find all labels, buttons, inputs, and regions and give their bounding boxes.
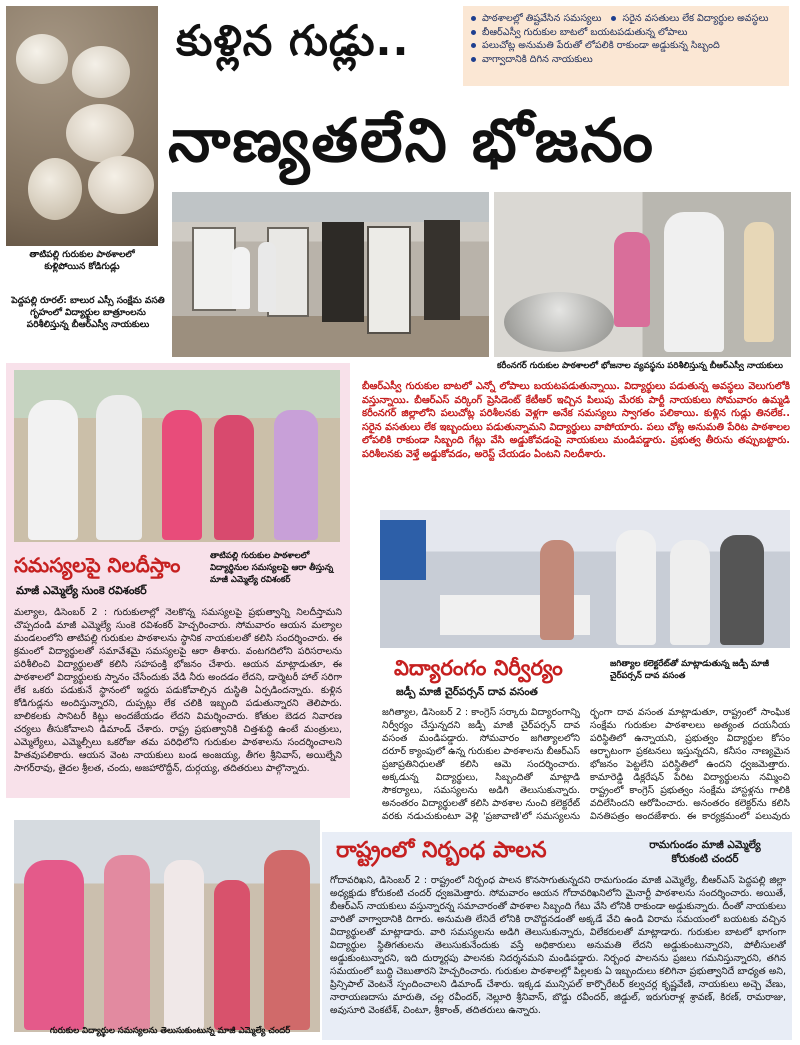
summary-bullet: వాగ్వాదానికి దిగిన నాయకులు	[471, 53, 593, 67]
section1-body: మల్యాల, డిసెంబర్ 2 : గురుకులాల్లో నెలకొన్న సమస్యలపై ప్రభుత్వాన్ని నిలదీస్తామని చొప్పదండి మాజీ ఎమ్మెల్యే సుంకె రవిశంకర్ హెచ్చరించారు. సోమవారం ఆయన మల్యాల మండలంలోని తాటిపల్లి గురుకుల పాఠశాలను స్థానిక నాయకులతో కలిసి సందర్శించారు. ఈ క్రమంలో విద్యార్థులతో సమావేశమై సమస్యలపై ఆరా తీశారు. వంటగదిలోని పరిసరాలను పరిశీలించి విద్యార్థులతో కలిసి సహపంక్తి భోజనం చేశారు. ఆయన మాట్లాడుతూ, ఈ పాఠశాలలో విద్యార్థులకు స్నానం చేసేందుకు వేడి నీరు అందడం లేదని, డార్మెటరీ హాల్ సరిగా లేక ఒకరు పడుకునే స్థానంలో ఇద్దరు పడుకోవాల్సిన దుస్థితి ఏర్పడిందన్నారు. కుళ్లిన కోడిగుడ్లను అందిస్తున్నారని, దుప్పట్లు లేక చలికి ఇబ్బంది పడుతున్నారని తెలిపారు. బాలికలకు సానిటరీ కిట్లు అందజేయడం లేదని విమర్శించారు. కోతుల బెడద నివారణ చర్యలు తీసుకోవాలని డిమాండ్ చేశారు. రాష్ట్ర ప్రభుత్వానికి చిత్తశుద్ధి ఉంటే మంత్రులు, ఎమ్మెల్యేలు, ఎమ్మెల్సీలు ఒకరోజు తమ పరిధిలోని గురుకుల పాఠశాలను సందర్శించాలని హితవుపలికారు. ఆయన వెంట నాయకులు బండ అంజయ్య, తీగల శ్రీనివాస్, అయిల్నేని సాగర్‌రావు, తైదల శ్రీలత, చందు, అజహారొద్దీన్, దుర్గయ్య, తదితరులు పాల్గొన్నారు.	[14, 607, 342, 774]
egg-shape	[72, 46, 130, 98]
section1-title: సమస్యలపై నిలదీస్తాం	[14, 553, 181, 577]
person-figure	[614, 232, 650, 327]
person-figure	[24, 860, 84, 1030]
egg-shape	[28, 158, 82, 220]
person-figure	[214, 880, 250, 1030]
bullet-dot	[611, 16, 616, 21]
person-figure	[232, 247, 250, 309]
bullet-dot	[471, 43, 476, 48]
chander-caption: గురుకుల విద్యార్థుల సమస్యలను తెలుసుకుంటున్న మాజీ ఎమ్మెల్యే చందర్	[49, 1026, 291, 1036]
summary-box	[463, 6, 789, 86]
chander-photo	[14, 820, 320, 1032]
bathroom-caption: పెద్దపల్లి రూరల్: బాలుర ఎస్సీ సంక్షేమ వసతి గృహంలో విద్యార్థుల బాత్రూంలను పరిశీలిస్తున్న బీఆర్ఎస్వీ నాయకులు	[11, 296, 165, 330]
bullet-dot	[471, 57, 476, 62]
section2-byline: జడ్పీ మాజీ చైర్‌పర్సన్ దావ వసంత	[396, 686, 538, 698]
section2-col2: ర్భంగా దావ వసంత మాట్లాడుతూ, రాష్ట్రంలో సాంఘిక సంక్షేమ గురుకుల పాఠశాలలు అత్యంత దయనీయ పరిస్థితిలో ఉన్నాయని, ప్రభుత్వం విద్యార్థుల కోసం ఆర్భాటంగా ప్రకటనలు ఇస్తున్నదని, కనీసం నాణ్యమైన భోజనం పెట్టలేని పరిస్థితిలో ఉందని ధ్వజమెత్తారు. కామారెడ్డి డిక్లరేషన్ పేరిట విద్యార్థులను నమ్మించి రాష్ట్రంలో కాంగ్రెస్ ప్రభుత్వం సంక్షేమ హాస్టళ్లను గాలికి వదిలేసిందని ఆరోపించారు. అనంతరం కలెక్టర్‌ను కలిసి వినతిపత్రం అందజేశారు. ఈ కార్యక్రమంలో పలువురు	[590, 707, 790, 822]
egg-shape	[16, 34, 68, 84]
person-figure	[540, 540, 574, 640]
person-figure	[104, 855, 150, 1030]
person-figure	[164, 860, 204, 1030]
summary-bullet: పలుచోట్ల అనుమతి పేరుతో లోపలికి రాకుండా అడ్డుకున్న సిబ్బంది	[471, 39, 720, 53]
summary-bullet: సరైన వసతులు లేక విద్యార్థుల అవస్థలు	[611, 12, 768, 26]
section2-title: విద్యారంగం నిర్వీర్యం	[394, 656, 563, 680]
person-figure	[274, 410, 318, 540]
person-figure	[162, 410, 202, 540]
person-figure	[744, 222, 774, 342]
summary-bullet: పాఠశాలల్లో తిష్టవేసిన సమస్యలు	[471, 12, 601, 26]
eggs-caption: తాటిపల్లి గురుకుల పాఠశాలలో కుళ్లిపోయిన కోడిగుడ్లు	[29, 250, 135, 272]
person-figure	[28, 400, 78, 540]
section3-title: రాష్ట్రంలో నిర్బంధ పాలన	[336, 838, 547, 863]
section3-body: గోదావరిఖని, డిసెంబర్ 2 : రాష్ట్రంలో నిర్బంధ పాలన కొనసాగుతున్నదని రామగుండం మాజీ ఎమ్మెల్యే, బీఆర్ఎస్ పెద్దపల్లి జిల్లా అధ్యక్షుడు కోరుకంటి చందర్ ధ్వజమెత్తారు. సోమవారం ఆయన గోదావరిఖనిలోని మైనార్టీ పాఠశాలను సందర్శించారు. అయితే, బీఆర్ఎస్ నాయకులు వస్తున్నారన్న సమాచారంతో పాఠశాల సిబ్బంది గేటు వేసి లోనికి రాకుండా అడ్డుకున్నారు. దీంతో నాయకులు వారితో వాగ్వాదానికి దిగారు. అనుమతి లేనిదే లోనికి రావొద్దనడంతో అక్కడే వేచి ఉండి విరామ సమయంలో బయటకు వచ్చిన విద్యార్థులతో మాట్లాడారు. వారి సమస్యలను అడిగి తెలుసుకున్నారు, విలేకరులతో మాట్లాడారు. గురుకుల బాటలో భాగంగా విద్యార్థుల స్థితిగతులను తెలుసుకునేందుకు వస్తే అధికారులు అనుమతి లేదని అడ్డుకుంటున్నారని, పోలీసులతో అడ్డుకుంటున్నారని, ఇది దుర్మార్గపు పాలనకు నిదర్శనమని మండిపడ్డారు. నిర్బంధ పాలనను ప్రజలు గమనిస్తున్నారని, తగిన సమయంలో బుద్ధి చెబుతారని హెచ్చరించారు. గురుకుల పాఠశాలల్లో పిల్లలకు ఏ ఇబ్బందులు కలిగినా ప్రభుత్వానిదే బాధ్యత అని, ప్రిన్సిపాల్ వెంటనే స్పందించాలని డిమాండ్ చేశారు. ఇక్కడ మున్సిపల్ కార్పొరేటర్ కల్వచర్ల కృష్ణవేణి, నాయకులు అచ్చె వేణు, నారాయణదాసు మారుతి, చల్ల రవీందర్, నెల్లూరి శ్రీనివాస్, బొడ్డు రవీందర్, జిడ్డుల్, ఇరుగురాళ్ల శ్రావణ్, కిరణ్, రామరాజు, అవుసూరి వెంకటేశ్, చింటూ, శ్రీకాంత్, తదితరులు ఉన్నారు.	[330, 875, 786, 1016]
section2-col1: జగిత్యాల, డిసెంబర్ 2 : కాంగ్రెస్ సర్కారు విద్యారంగాన్ని నిర్వీర్యం చేస్తున్నదని జడ్పీ మాజీ చైర్‌పర్సన్ దావ వసంత మండిపడ్డారు. సోమవారం జగిత్యాలలోని దరూర్ క్యాంపులో ఉన్న గురుకుల పాఠశాలను బీఆర్ఎస్ ప్రజాప్రతినిధులతో కలిసి ఆమె సందర్శించారు. అక్కడున్న విద్యార్థులు, సిబ్బందితో మాట్లాడి సౌకర్యాలు, సమస్యలను అడిగి తెలుసుకున్నారు. అనంతరం విద్యార్థులతో కలిసి పాఠశాల నుంచి కలెక్టరేట్ వరకు నడుచుకుంటూ వెళ్లి 'ప్రజావాణి'లో సమస్యలను	[382, 707, 580, 822]
person-figure	[616, 530, 656, 645]
eggs-photo	[6, 6, 158, 246]
students-caption: తాటిపల్లి గురుకుల పాఠశాలలో విద్యార్థినుల సమస్యలపై ఆరా తీస్తున్న మాజీ ఎమ్మెల్యే రవిశంకర్	[210, 551, 334, 585]
kitchen-caption: కరీంనగర్ గురుకుల పాఠశాలలో భోజనాల వ్యవస్థను పరిశీలిస్తున్న బీఆర్ఎస్వీ నాయకులు	[497, 361, 783, 371]
person-figure	[96, 395, 142, 540]
summary-bullet: బీఆర్ఎస్వీ గురుకుల బాటలో బయటపడుతున్న లోపాలు	[471, 26, 687, 40]
collectorate-caption: జగిత్యాల కలెక్టరేట్‌తో మాట్లాడుతున్న జడ్పీ మాజీ చైర్‌పర్సన్ దావ వసంత	[610, 659, 769, 681]
section1-byline: మాజీ ఎమ్మెల్యే సుంకె రవిశంకర్	[16, 584, 147, 597]
bullet-dot	[471, 16, 476, 21]
person-figure	[214, 415, 254, 540]
headline-main: నాణ్యతలేని భోజనం	[168, 106, 655, 176]
collectorate-photo	[380, 510, 790, 648]
person-figure	[720, 535, 764, 645]
headline-kicker: కుళ్లిన గుడ్లు..	[176, 16, 410, 65]
intro-paragraph: బీఆర్ఎస్వీ గురుకుల బాటలో ఎన్నో లోపాలు బయటపడుతున్నాయి. విద్యార్థులు పడుతున్న అవస్థలు వెలుగులోకి వస్తున్నాయి. బీఆర్ఎస్ వర్కింగ్ ప్రెసిడెంట్ కేటీఆర్ ఇచ్చిన పిలుపు మేరకు పార్టీ నాయకులు సోమవారం ఉమ్మడి కరీంనగర్ జిల్లాలోని పలుచోట్ల పరిశీలనకు వెళ్లగా అనేక సమస్యలు స్వాగతం పలికాయి. కుళ్లిన గుడ్లు తినలేక.. సరైన వసతులు లేక ఇబ్బందులు పడుతున్నామని విద్యార్థులు వాపోయారు. పలు చోట్ల అనుమతి పేరిట పాఠశాలల లోపలికి రాకుండా సిబ్బంది గేట్లు వేసి అడ్డుకోవడంపై నాయకులు మండిపడ్డారు. ప్రభుత్వ తీరును తప్పుబట్టారు. పరిశీలనకు వెళ్తే అడ్డుకోవడం, అరెస్ట్ చేయడం ఏంటని నిలదీశారు.	[362, 381, 790, 460]
person-figure	[664, 212, 724, 352]
bullet-dot	[471, 30, 476, 35]
egg-shape	[66, 104, 134, 162]
section3-byline: రామగుండం మాజీ ఎమ్మెల్యే కోరుకంటి చందర్	[649, 839, 761, 865]
bathroom-photo	[172, 192, 489, 357]
egg-shape	[88, 156, 154, 214]
kitchen-photo	[494, 192, 791, 357]
person-figure	[264, 850, 310, 1030]
person-figure	[258, 242, 276, 312]
students-photo	[14, 370, 340, 542]
person-figure	[670, 540, 710, 645]
